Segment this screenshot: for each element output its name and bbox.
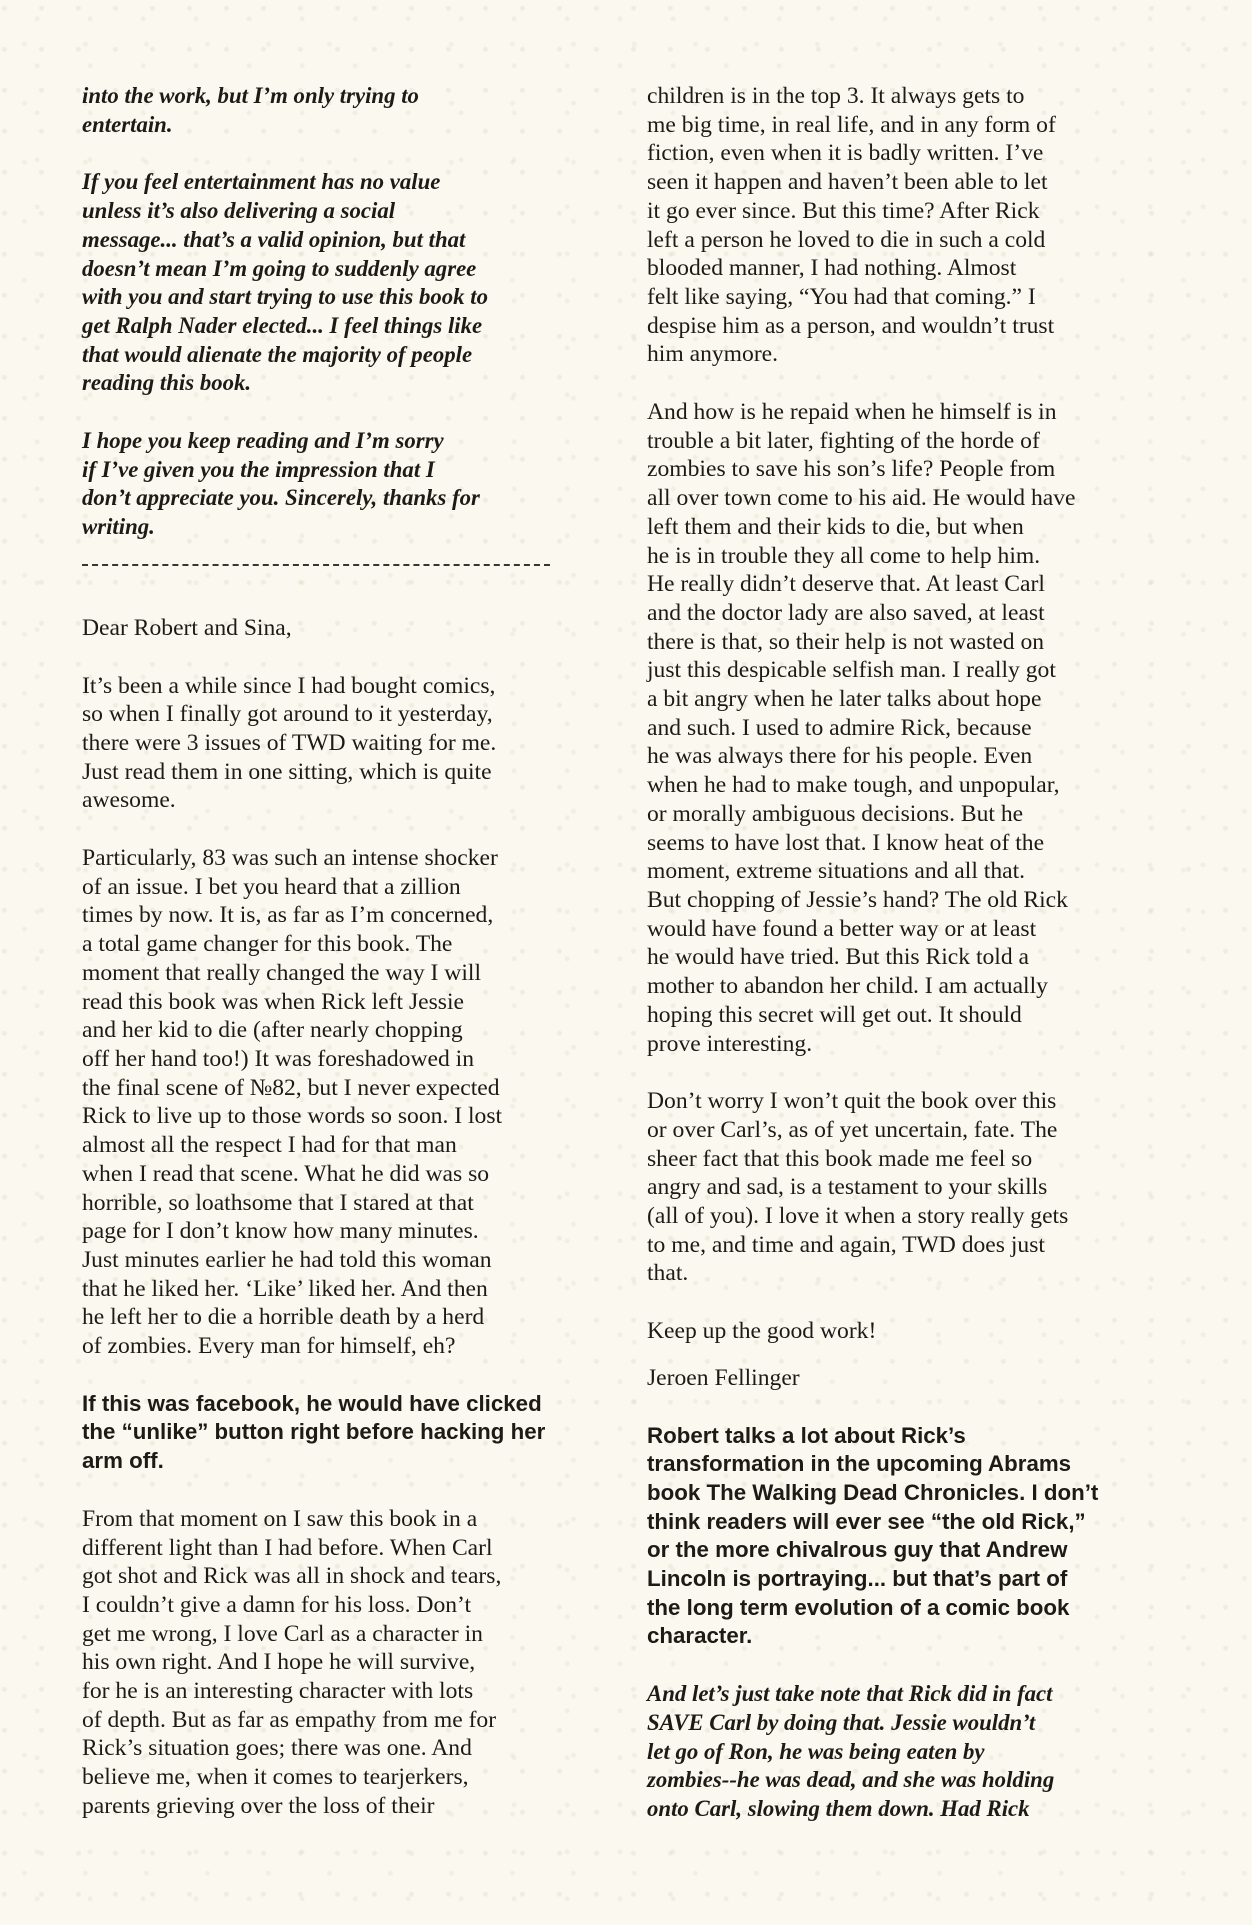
- letter-signature: Jeroen Fellinger: [647, 1364, 800, 1391]
- letter-paragraph-1: It’s been a while since I had bought comics, so when I finally got around to it yesterday, there were 3 issues of TWD waiting for me. Just read them in one sitting, which is quite awesome.: [82, 672, 497, 814]
- letter-paragraph-2: Particularly, 83 was such an intense shocker of an issue. I bet you heard that a zillion times by now. It is, as far as I’m concerned, a total game changer for this book. The moment that really changed the way I will read this book was when Rick left Jessie and her kid to die (after nearly chopping off her hand too!) It was foreshadowed in the final scene of №82, but I never expected Rick to live up to those words so soon. I lost almost all the respect I had for that man when I read that scene. What he did was so horrible, so loathsome that I stared at that page for I don’t know how many minutes. Just minutes earlier he had told this woman that he liked her. ‘Like’ liked her. And then he left her to die a horrible death by a herd of zombies. Every man for himself, eh?: [82, 845, 503, 1360]
- left-column: [82, 82, 602, 1850]
- letter-paragraph-3: From that moment on I saw this book in a different light than I had before. When Carl got shot and Rick was all in shock and tears, I couldn’t give a damn for his loss. Don’t get me wrong, I love Carl as a character in his own right. And I hope he will survive, for he is an interesting character with lots of depth. But as far as empathy from me for Rick’s situation goes; there was one. And believe me, when it comes to tearjerkers, parents grieving over the loss of their: [82, 1505, 502, 1819]
- letter-greeting: Dear Robert and Sina,: [82, 614, 292, 641]
- right-column: [647, 82, 1177, 1853]
- reply-paragraph-thanks: I hope you keep reading and I’m sorry if I’ve given you the impression that I don’t appreciate you. Sincerely, thanks for writing.: [82, 428, 480, 540]
- section-divider: [82, 564, 550, 566]
- editor-note-bold: If this was facebook, he would have clicked the “unlike” button right before hacking her arm off.: [82, 1390, 546, 1474]
- letter-paragraph-6: Don’t worry I won’t quit the book over this or over Carl’s, as of yet uncertain, fate. The sheer fact that this book made me feel so angry and sad, is a testament to your skills (all of you). I love it when a story really gets to me, and time and again, TWD does just that.: [647, 1088, 1069, 1287]
- reply-intro-text: into the work, but I’m only trying to entertain.: [82, 83, 419, 137]
- letter-signoff: Keep up the good work!: [647, 1318, 877, 1345]
- reply-paragraph-entertainment: If you feel entertainment has no value unless it’s also delivering a social message... that’s a valid opinion, but that doesn’t mean I’m going to suddenly agree with you and start trying to use this book to get Ralph Nader elected... I feel things like that would alienate the majority of people reading this book.: [82, 169, 489, 396]
- editor-reply-bold: Robert talks a lot about Rick’s transformation in the upcoming Abrams book The Walking Dead Chronicles. I don’t think readers will ever see “the old Rick,” or the more chivalrous guy that Andrew Lincoln is portraying... but that’s part of the long term evolution of a comic book character.: [647, 1422, 1099, 1649]
- letter-paragraph-5: And how is he repaid when he himself is in trouble a bit later, fighting of the horde of zombies to save his son’s life? People from all over town come to his aid. He would have left them and their kids to die, but when he is in trouble they all come to help him. He really didn’t deserve that. At least Carl and the doctor lady are also saved, at least there is that, so their help is not wasted on just this despicable selfish man. I really got a bit angry when he later talks about hope and such. I used to admire Rick, because he was always there for his people. Even when he had to make tough, and unpopular, or morally ambiguous decisions. But he seems to have lost that. I know heat of the moment, extreme situations and all that. But chopping of Jessie’s hand? The old Rick would have found a better way or at least he would have tried. But this Rick told a mother to abandon her child. I am actually hoping this secret will get out. It should prove interesting.: [647, 399, 1076, 1057]
- letter-paragraph-4: children is in the top 3. It always gets to me big time, in real life, and in any form of fiction, even when it is badly written. I’ve seen it happen and haven’t been able to let it go ever since. But this time? After Rick left a person he loved to die in such a cold blooded manner, I had nothing. Almost felt like saying, “You had that coming.” I despise him as a person, and wouldn’t trust him anymore.: [647, 83, 1056, 368]
- editor-reply-italic: And let’s just take note that Rick did in fact SAVE Carl by doing that. Jessie wouldn’t let go of Ron, he was being eaten by zombies--he was dead, and she was holding onto Carl, slowing them down. Had Rick: [647, 1681, 1055, 1821]
